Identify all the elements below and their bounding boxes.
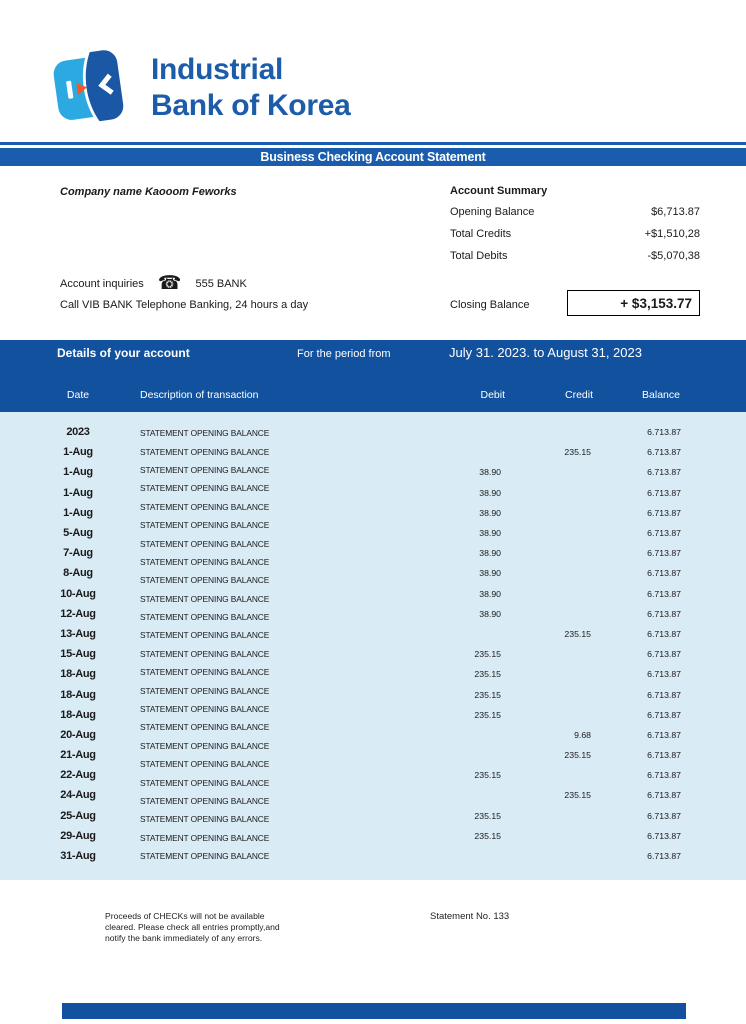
bank-name (151, 52, 350, 124)
transaction-description: STATEMENT OPENING BALANCE (140, 464, 270, 475)
statement-number: Statement No. 133 (430, 911, 510, 922)
transaction-balance: 6.713.87 (647, 467, 681, 478)
transaction-description: STATEMENT OPENING BALANCE (140, 520, 270, 531)
transaction-date: 1-Aug (63, 506, 93, 519)
summary-row-credits (450, 228, 700, 242)
transaction-debit: 235.15 (474, 689, 501, 700)
transaction-row (0, 624, 746, 644)
bank-name-line2: Bank of Korea (151, 89, 351, 122)
closing-balance-value: + $3,153.77 (620, 295, 692, 311)
transaction-row (0, 785, 746, 805)
column-header-description: Description of transaction (140, 389, 259, 401)
total-credits-label: Total Credits (450, 228, 512, 240)
transaction-date: 5-Aug (63, 527, 93, 540)
transaction-description: STATEMENT OPENING BALANCE (140, 777, 270, 788)
transaction-row (0, 523, 746, 543)
transaction-date: 1-Aug (63, 466, 93, 479)
transaction-balance: 6.713.87 (647, 487, 681, 498)
transaction-balance: 6.713.87 (647, 851, 681, 862)
footer-notice-line: notify the bank immediately of any errors. (105, 932, 263, 943)
transaction-balance: 6.713.87 (647, 810, 681, 821)
transaction-credit: 235.15 (564, 790, 591, 801)
footer-notice (105, 911, 280, 943)
column-header-date: Date (66, 389, 90, 401)
statement-title-banner (0, 148, 746, 166)
transaction-balance: 6.713.87 (647, 770, 681, 781)
transaction-date: 1-Aug (63, 486, 93, 499)
transaction-debit: 38.90 (479, 507, 501, 518)
transaction-description: STATEMENT OPENING BALANCE (140, 704, 270, 715)
transaction-date: 25-Aug (60, 809, 96, 822)
transaction-date: 1-Aug (63, 446, 93, 459)
transaction-row (0, 826, 746, 846)
column-header-balance: Balance (642, 389, 680, 401)
transaction-row (0, 644, 746, 664)
transaction-date: 10-Aug (60, 587, 96, 600)
transaction-debit: 235.15 (474, 709, 501, 720)
transaction-description: STATEMENT OPENING BALANCE (140, 648, 270, 659)
summary-row-debits (450, 250, 700, 264)
bank-name-line1: Industrial (151, 53, 284, 86)
transaction-row (0, 584, 746, 604)
closing-balance-label: Closing Balance (450, 299, 530, 311)
transaction-balance: 6.713.87 (647, 588, 681, 599)
statement-title: Business Checking Account Statement (260, 150, 486, 164)
transaction-credit: 9.68 (574, 729, 591, 740)
transaction-row (0, 442, 746, 462)
transaction-date: 24-Aug (60, 789, 96, 802)
transaction-description: STATEMENT OPENING BALANCE (140, 814, 270, 825)
transaction-date: 12-Aug (60, 607, 96, 620)
transaction-description: STATEMENT OPENING BALANCE (140, 538, 270, 549)
total-credits-value: +$1,510,28 (644, 228, 700, 240)
transaction-debit: 235.15 (474, 830, 501, 841)
transaction-debit: 38.90 (479, 467, 501, 478)
transaction-row (0, 765, 746, 785)
transaction-balance: 6.713.87 (647, 507, 681, 518)
transaction-date: 18-Aug (60, 668, 96, 681)
transaction-balance: 6.713.87 (647, 669, 681, 680)
transaction-credit: 235.15 (564, 447, 591, 458)
transaction-description: STATEMENT OPENING BALANCE (140, 722, 270, 733)
transaction-balance: 6.713.87 (647, 729, 681, 740)
header-divider (0, 142, 746, 145)
transaction-debit: 38.90 (479, 608, 501, 619)
transaction-date: 29-Aug (60, 829, 96, 842)
transaction-date: 18-Aug (60, 708, 96, 721)
transaction-balance: 6.713.87 (647, 427, 681, 438)
period-value: July 31. 2023. to August 31, 2023 (449, 345, 642, 360)
transaction-balance: 6.713.87 (647, 709, 681, 720)
transaction-row (0, 563, 746, 583)
transaction-debit: 38.90 (479, 568, 501, 579)
transaction-balance: 6.713.87 (647, 447, 681, 458)
transaction-balance: 6.713.87 (647, 608, 681, 619)
transaction-description: STATEMENT OPENING BALANCE (140, 685, 270, 696)
column-header-credit: Credit (564, 389, 593, 401)
transaction-description: STATEMENT OPENING BALANCE (140, 740, 270, 751)
transaction-description: STATEMENT OPENING BALANCE (140, 446, 270, 457)
period-label: For the period from (297, 348, 391, 360)
transaction-credit: 235.15 (564, 750, 591, 761)
footer-notice-line: cleared. Please check all entries promptly,and (105, 921, 280, 932)
footer-bar (62, 1003, 686, 1019)
transaction-description: STATEMENT OPENING BALANCE (140, 851, 270, 862)
account-summary-title: Account Summary (450, 185, 548, 197)
transaction-balance: 6.713.87 (647, 528, 681, 539)
transaction-row (0, 745, 746, 765)
transaction-row (0, 725, 746, 745)
transaction-row (0, 462, 746, 482)
transaction-row (0, 664, 746, 684)
account-inquiries-line (60, 275, 247, 293)
transaction-description: STATEMENT OPENING BALANCE (140, 667, 270, 678)
transaction-description: STATEMENT OPENING BALANCE (140, 593, 270, 604)
account-inquiries-label: Account inquiries (60, 278, 144, 290)
transaction-balance: 6.713.87 (647, 628, 681, 639)
transaction-description: STATEMENT OPENING BALANCE (140, 556, 270, 567)
transaction-date: 7-Aug (63, 547, 93, 560)
inquiries-phone-number: 555 BANK (195, 278, 247, 290)
transaction-debit: 235.15 (474, 669, 501, 680)
transaction-row (0, 846, 746, 866)
transaction-debit: 38.90 (479, 548, 501, 559)
transaction-description: STATEMENT OPENING BALANCE (140, 612, 270, 623)
transaction-balance: 6.713.87 (647, 790, 681, 801)
transaction-description: STATEMENT OPENING BALANCE (140, 832, 270, 843)
transaction-description: STATEMENT OPENING BALANCE (140, 759, 270, 770)
telephone-icon: ☎ (157, 273, 182, 294)
company-name: Company name Kaooom Feworks (60, 186, 237, 198)
transaction-debit: 38.90 (479, 528, 501, 539)
ibk-logo-icon (50, 40, 134, 134)
transaction-rows (0, 422, 746, 866)
transaction-description: STATEMENT OPENING BALANCE (140, 483, 270, 494)
transaction-balance: 6.713.87 (647, 830, 681, 841)
transaction-row (0, 503, 746, 523)
transaction-debit: 235.15 (474, 649, 501, 660)
total-debits-value: -$5,070,38 (647, 250, 700, 262)
transaction-description: STATEMENT OPENING BALANCE (140, 575, 270, 586)
total-debits-label: Total Debits (450, 250, 508, 262)
transaction-row (0, 806, 746, 826)
transaction-balance: 6.713.87 (647, 689, 681, 700)
transaction-description: STATEMENT OPENING BALANCE (140, 501, 270, 512)
transaction-date: 15-Aug (60, 648, 96, 661)
opening-balance-value: $6,713.87 (651, 206, 700, 218)
transactions-table (0, 412, 746, 880)
transaction-debit: 235.15 (474, 810, 501, 821)
transaction-date: 21-Aug (60, 749, 96, 762)
transaction-date: 20-Aug (60, 728, 96, 741)
transaction-row (0, 543, 746, 563)
transaction-date: 18-Aug (60, 688, 96, 701)
transaction-balance: 6.713.87 (647, 548, 681, 559)
transaction-date: 2023 (66, 426, 90, 439)
transaction-row (0, 684, 746, 704)
transaction-debit: 235.15 (474, 770, 501, 781)
transaction-description: STATEMENT OPENING BALANCE (140, 630, 270, 641)
transaction-date: 8-Aug (63, 567, 93, 580)
transaction-balance: 6.713.87 (647, 649, 681, 660)
transaction-debit: 38.90 (479, 487, 501, 498)
transaction-balance: 6.713.87 (647, 568, 681, 579)
transaction-balance: 6.713.87 (647, 750, 681, 761)
transaction-row (0, 483, 746, 503)
transaction-row (0, 604, 746, 624)
details-title: Details of your account (57, 346, 190, 360)
transaction-description: STATEMENT OPENING BALANCE (140, 428, 270, 439)
transaction-row (0, 422, 746, 442)
transaction-date: 22-Aug (60, 769, 96, 782)
details-header-band (0, 340, 746, 412)
transaction-description: STATEMENT OPENING BALANCE (140, 796, 270, 806)
transaction-row (0, 705, 746, 725)
transaction-credit: 235.15 (564, 628, 591, 639)
closing-balance-box (567, 290, 700, 316)
telephone-banking-line: Call VIB BANK Telephone Banking, 24 hours a day (60, 299, 309, 311)
opening-balance-label: Opening Balance (450, 206, 535, 218)
transaction-date: 31-Aug (60, 850, 96, 863)
summary-row-opening (450, 206, 700, 220)
transaction-debit: 38.90 (479, 588, 501, 599)
transaction-date: 13-Aug (60, 627, 96, 640)
column-header-debit: Debit (480, 389, 505, 401)
footer-notice-line: Proceeds of CHECKs will not be available (105, 911, 265, 921)
